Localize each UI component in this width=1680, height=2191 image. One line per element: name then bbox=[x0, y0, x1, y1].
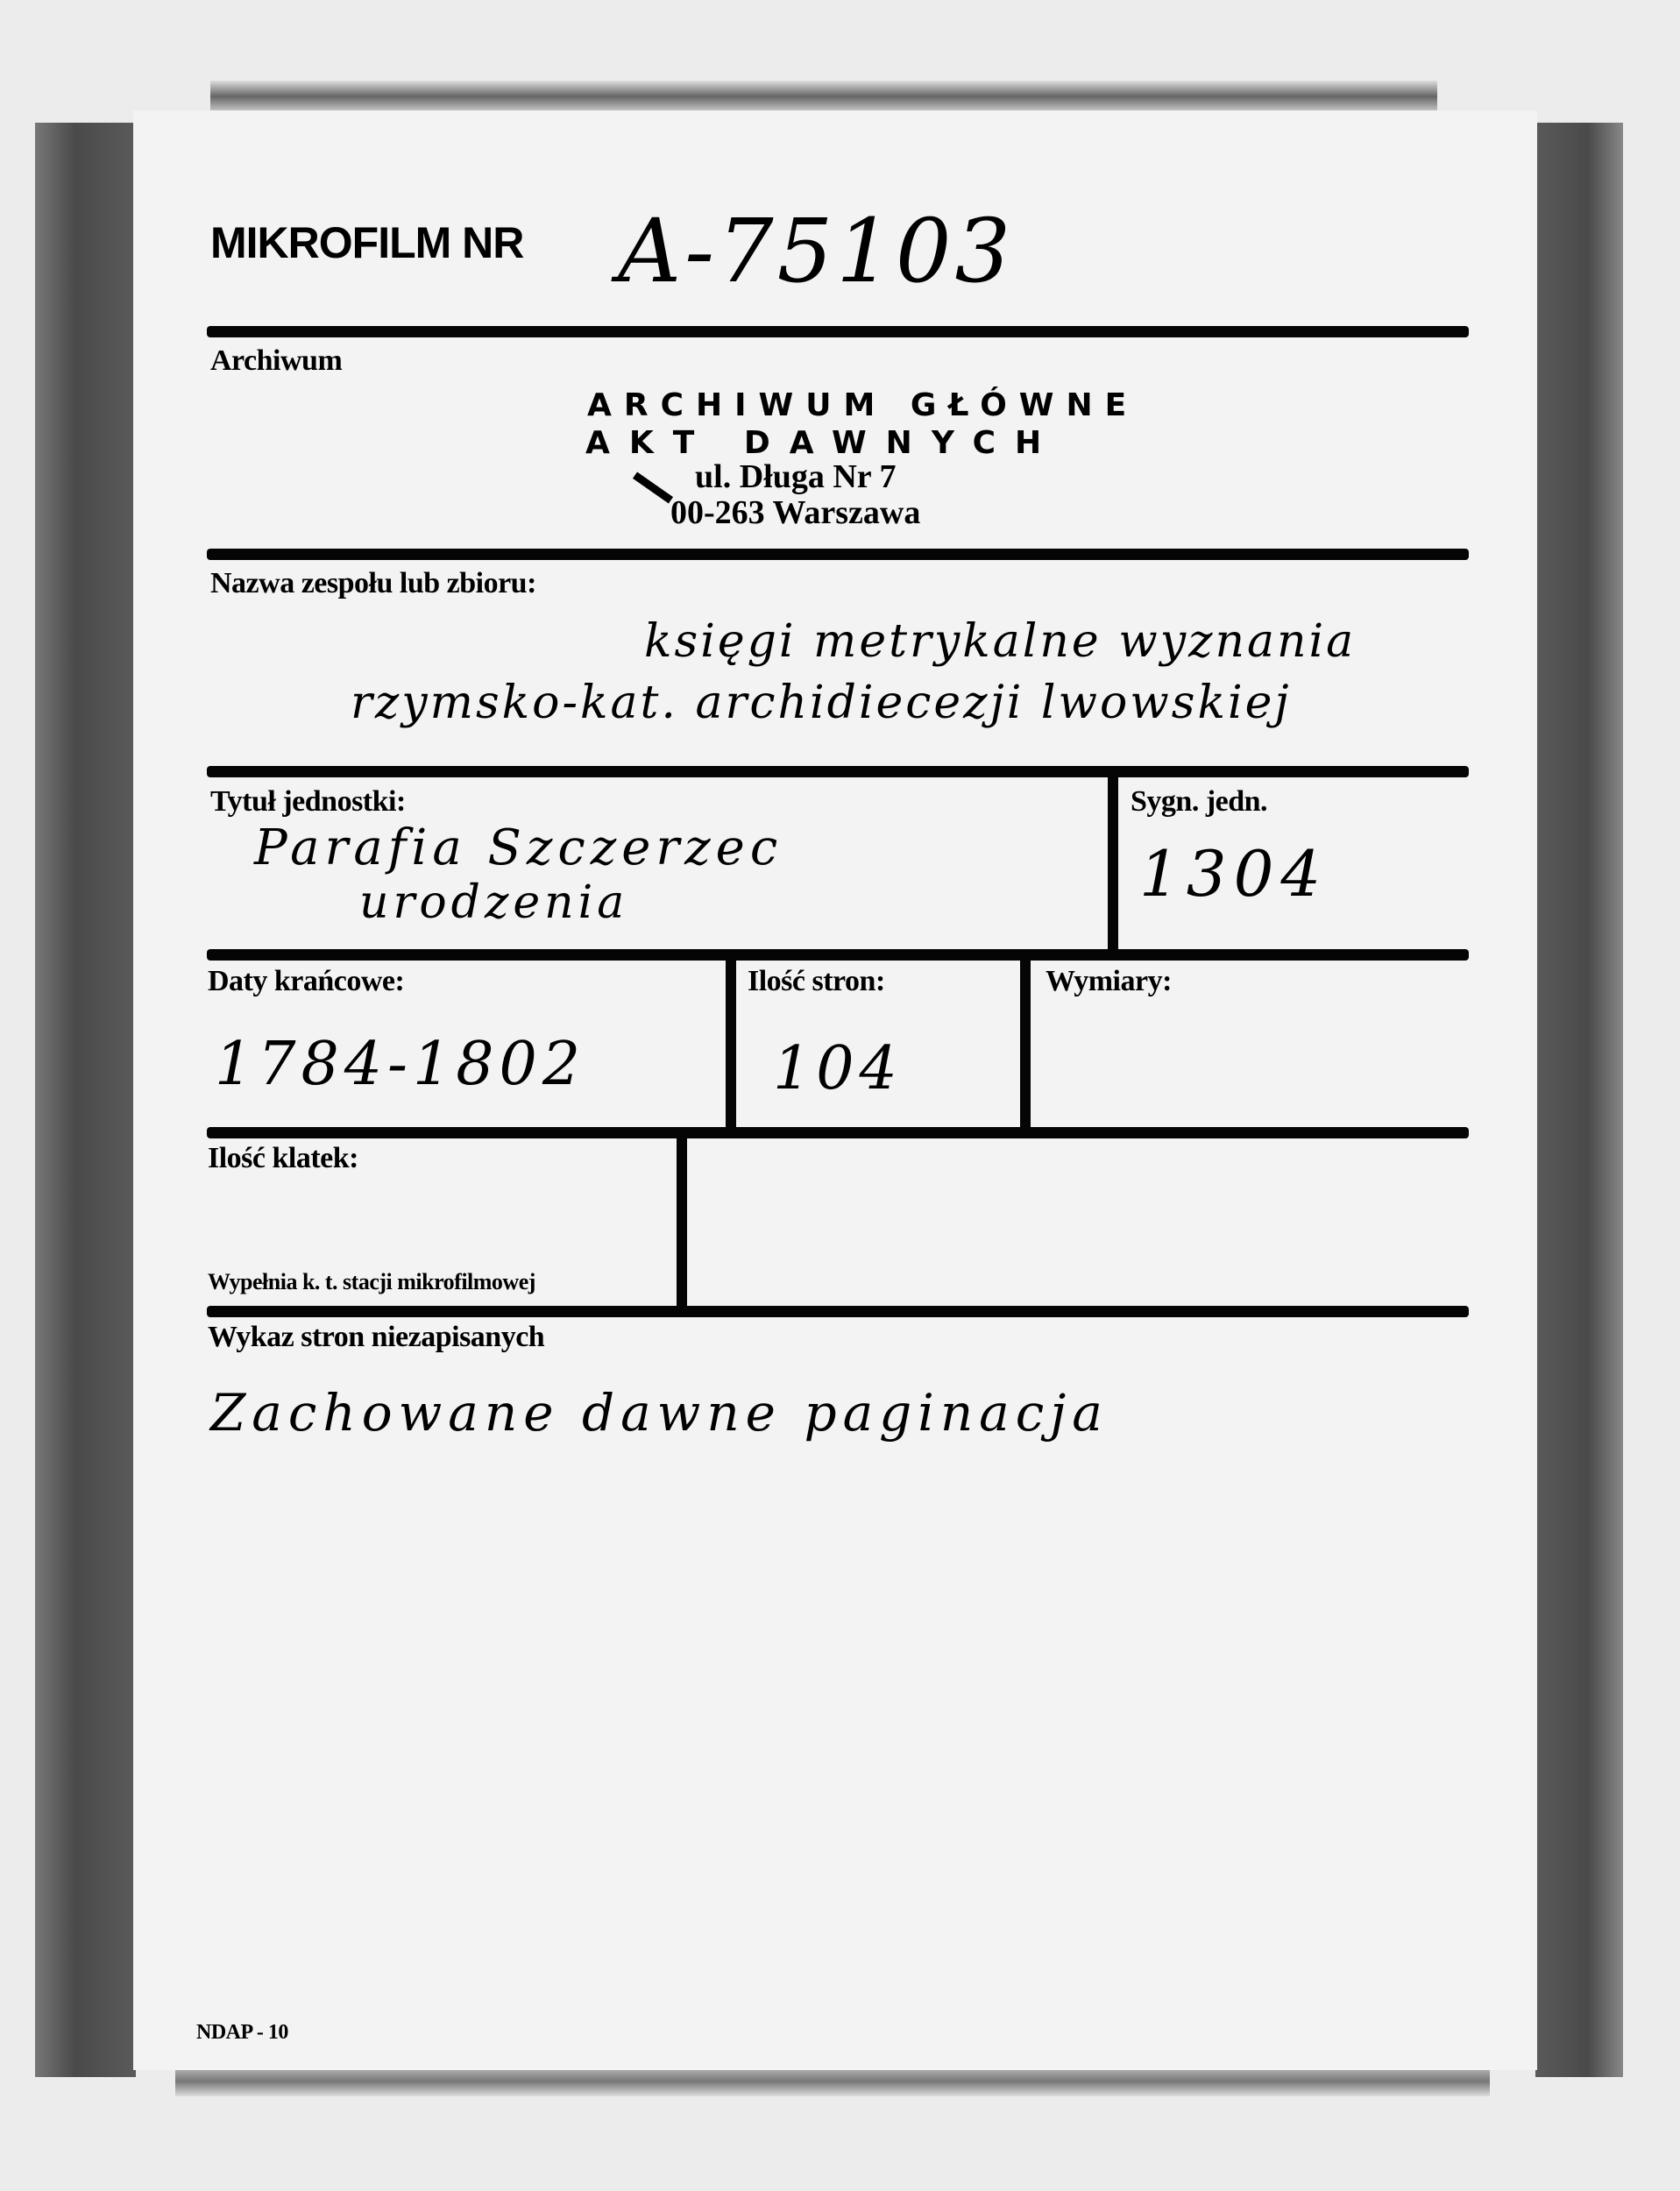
frame-count-note: Wypełnia k. t. stacji mikrofilmowej bbox=[208, 1269, 535, 1294]
unit-title-label: Tytuł jednostki: bbox=[210, 785, 406, 818]
date-range-label: Daty krańcowe: bbox=[208, 965, 405, 997]
divider-vertical bbox=[1020, 954, 1031, 1130]
divider bbox=[207, 766, 1469, 777]
scan-shadow-bottom bbox=[175, 2067, 1490, 2096]
divider bbox=[207, 549, 1469, 560]
divider bbox=[207, 1306, 1469, 1317]
blank-pages-value: Zachowane dawne paginacja bbox=[210, 1383, 1109, 1443]
divider bbox=[207, 326, 1469, 337]
signature-value: 1304 bbox=[1139, 837, 1329, 911]
page-count-label: Ilość stron: bbox=[748, 965, 885, 997]
divider-vertical bbox=[726, 954, 736, 1130]
form-code: NDAP - 10 bbox=[196, 2021, 288, 2044]
stamp-line-1: ARCHIWUM GŁÓWNE bbox=[587, 387, 1139, 423]
frame-count-label: Ilość klatek: bbox=[208, 1142, 358, 1174]
unit-title-value-line-1: Parafia Szczerzec bbox=[254, 819, 783, 876]
scan-shadow-right bbox=[1535, 123, 1623, 2077]
divider-vertical bbox=[1108, 771, 1118, 952]
collection-value-line-2: rzymsko-kat. archidiecezji lwowskiej bbox=[351, 677, 1292, 729]
stamp-line-3: ul. Długa Nr 7 bbox=[695, 458, 897, 495]
signature-label: Sygn. jedn. bbox=[1131, 785, 1268, 818]
stamp-line-2: AKT DAWNYCH bbox=[585, 425, 1061, 461]
collection-value-line-1: księgi metrykalne wyznania bbox=[644, 615, 1357, 668]
collection-label: Nazwa zespołu lub zbioru: bbox=[210, 567, 536, 599]
microfilm-label: MIKROFILM NR bbox=[210, 218, 524, 267]
page-count-value: 104 bbox=[773, 1034, 903, 1103]
divider bbox=[207, 1127, 1469, 1138]
dimensions-label: Wymiary: bbox=[1046, 965, 1172, 997]
stamp-line-4: 00-263 Warszawa bbox=[670, 494, 921, 531]
divider-vertical bbox=[677, 1132, 687, 1308]
date-range-value: 1784-1802 bbox=[215, 1030, 586, 1099]
divider bbox=[207, 949, 1469, 961]
microfilm-number: A-75103 bbox=[618, 200, 1015, 302]
unit-title-value-line-2: urodzenia bbox=[359, 876, 629, 929]
blank-pages-label: Wykaz stron niezapisanych bbox=[208, 1321, 545, 1353]
scan-shadow-left bbox=[35, 123, 136, 2077]
archive-label: Archiwum bbox=[210, 344, 343, 377]
scan-shadow-top bbox=[210, 81, 1437, 112]
